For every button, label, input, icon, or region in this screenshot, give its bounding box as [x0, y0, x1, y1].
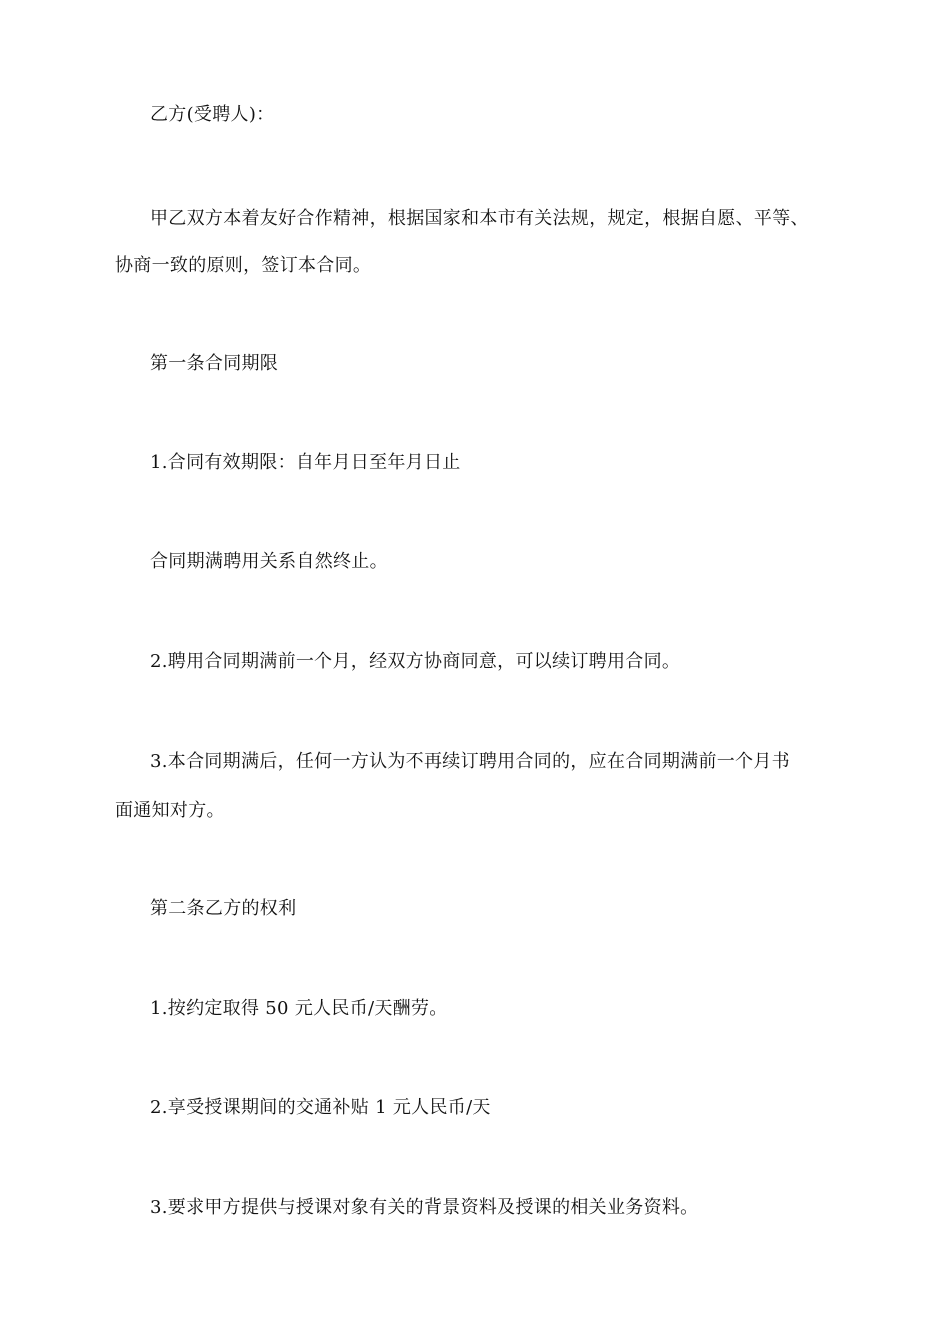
article-1-item-3-line-1: 3.本合同期满后，任何一方认为不再续订聘用合同的，应在合同期满前一个月书	[150, 751, 790, 772]
article-1-item-2: 2.聘用合同期满前一个月，经双方协商同意，可以续订聘用合同。	[150, 651, 681, 672]
article-1-item-1-note: 合同期满聘用关系自然终止。	[150, 551, 388, 572]
article-2-item-2: 2.享受授课期间的交通补贴 1 元人民币/天	[150, 1097, 491, 1118]
intro-paragraph-line-2: 协商一致的原则，签订本合同。	[115, 255, 372, 276]
intro-paragraph-line-1: 甲乙双方本着友好合作精神，根据国家和本市有关法规，规定，根据自愿、平等、	[150, 208, 809, 229]
party-b-label: 乙方(受聘人)：	[150, 104, 275, 125]
article-1-item-3-line-2: 面通知对方。	[115, 800, 225, 821]
article-1-item-1: 1.合同有效期限：自年月日至年月日止	[150, 452, 461, 473]
article-1-heading: 第一条合同期限	[150, 353, 279, 374]
article-2-item-3: 3.要求甲方提供与授课对象有关的背景资料及授课的相关业务资料。	[150, 1197, 699, 1218]
article-2-item-1: 1.按约定取得 50 元人民币/天酬劳。	[150, 998, 448, 1019]
article-2-heading: 第二条乙方的权利	[150, 898, 297, 919]
